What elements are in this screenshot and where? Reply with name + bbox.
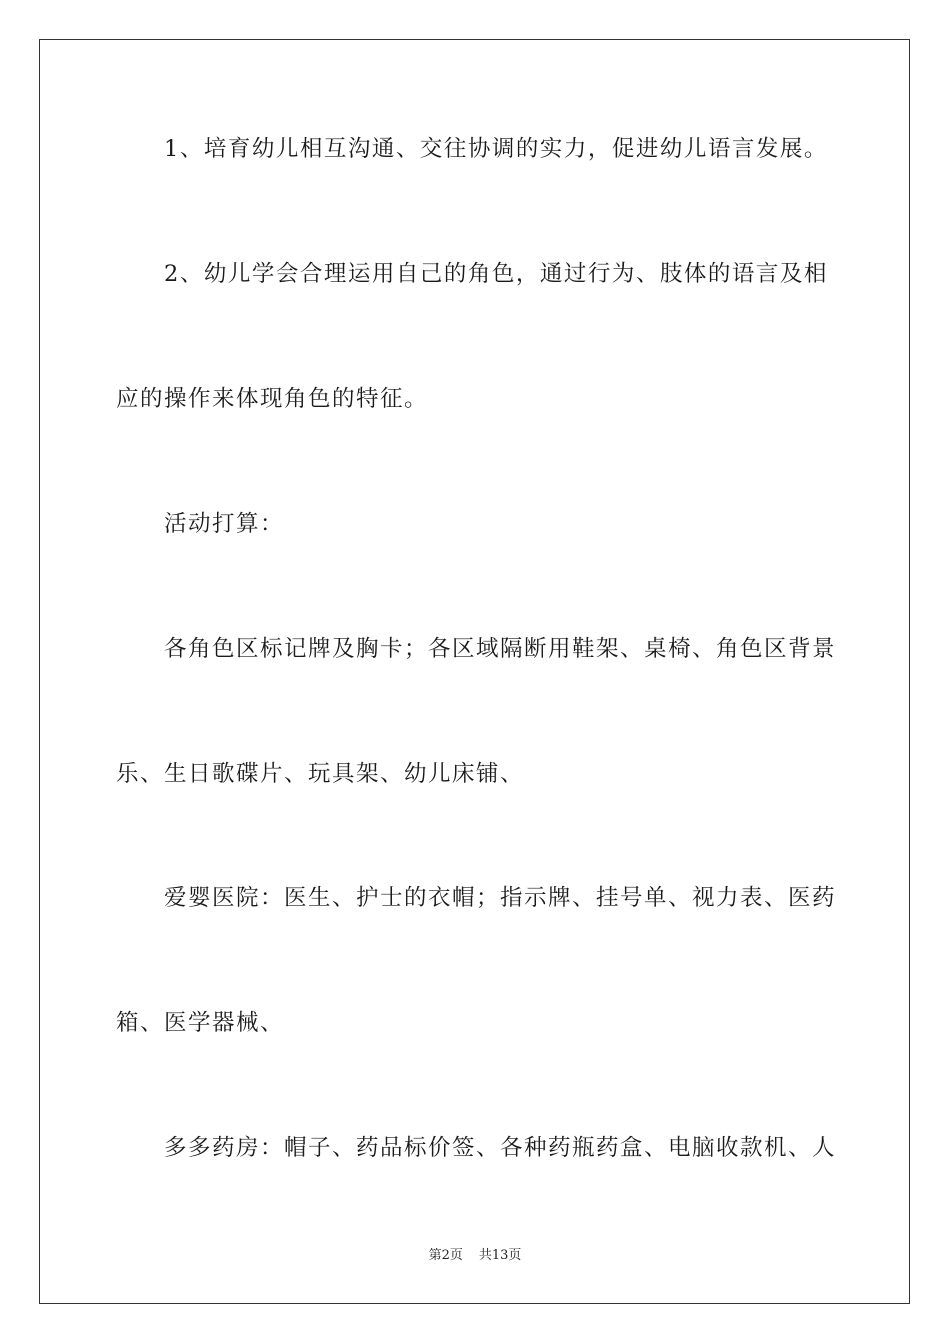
page-footer: [0, 1247, 950, 1265]
paragraph-line-5: 各角色区标记牌及胸卡；各区域隔断用鞋架、桌椅、角色区背景: [164, 636, 837, 662]
paragraph-line-3: 应的操作来体现角色的特征。: [116, 386, 429, 412]
paragraph-line-1: 1、培育幼儿相互沟通、交往协调的实力，促进幼儿语言发展。: [164, 136, 828, 162]
page-number: 第2页: [428, 1248, 463, 1263]
paragraph-line-2: 2、幼儿学会合理运用自己的角色，通过行为、肢体的语言及相: [164, 261, 828, 287]
paragraph-line-8: 箱、医学器械、: [116, 1010, 285, 1036]
paragraph-line-9: 多多药房：帽子、药品标价签、各种药瓶药盒、电脑收款机、人: [164, 1135, 837, 1161]
page-border: [39, 39, 910, 1304]
paragraph-line-6: 乐、生日歌碟片、玩具架、幼儿床铺、: [116, 761, 525, 787]
paragraph-line-7: 爱婴医院：医生、护士的衣帽；指示牌、挂号单、视力表、医药: [164, 885, 837, 911]
page-total: 共13页: [478, 1248, 522, 1263]
section-heading: 活动打算：: [164, 511, 285, 537]
